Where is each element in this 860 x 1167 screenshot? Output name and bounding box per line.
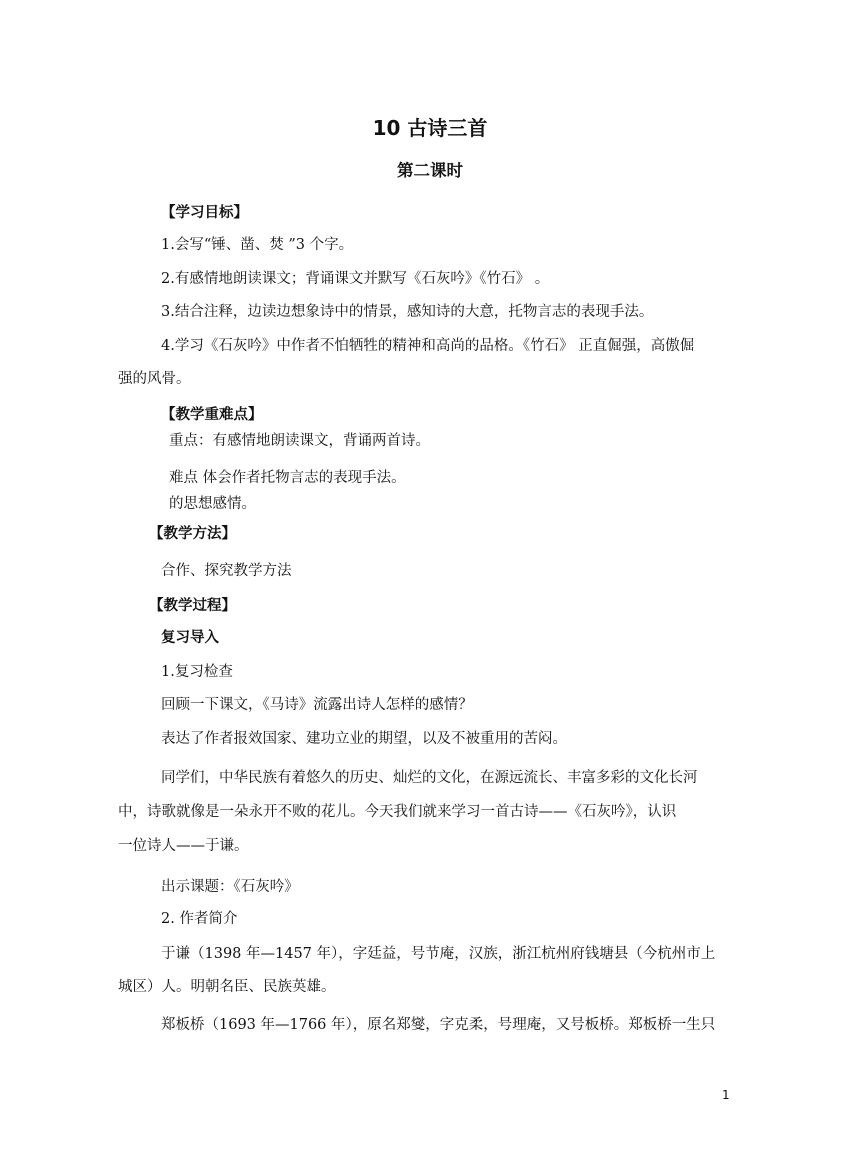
review-question: 回顾一下课文，《马诗》流露出诗人怎样的感情？: [161, 697, 473, 713]
show-title: 出示课题：《石灰吟》: [161, 879, 299, 895]
keypoint-difficulty-continued: 的思想感情。: [169, 496, 256, 512]
methods-text: 合作、探究教学方法: [161, 563, 292, 579]
review-answer: 表达了作者报效国家、建功立业的期望，以及不被重用的苦闷。: [161, 731, 567, 747]
process-heading: 【教学过程】: [149, 598, 236, 614]
intro-line-2: 中，诗歌就像是一朵永开不败的花儿。今天我们就来学习一首古诗——《石灰吟》，认识: [118, 804, 677, 820]
intro-line-3: 一位诗人——于谦。: [118, 838, 249, 854]
objective-item-4: 4.学习《石灰吟》中作者不怕牺牲的精神和高尚的品格。《竹石》 正直倔强，高傲倔: [161, 338, 695, 354]
author-heading: 2. 作者简介: [161, 911, 238, 927]
lesson-subtitle: 第二课时: [397, 161, 463, 180]
review-check: 1.复习检查: [161, 664, 233, 680]
document-title: 10 古诗三首: [372, 116, 488, 140]
page-number: 1: [722, 1088, 730, 1102]
keypoint-focus: 重点：有感情地朗读课文，背诵两首诗。: [169, 433, 430, 449]
author-yuqian-line-1: 于谦（1398 年—1457 年），字廷益，号节庵，汉族，浙江杭州府钱塘县（今杭州市上: [161, 946, 716, 962]
objective-item-4-continued: 强的风骨。: [118, 371, 191, 387]
objectives-heading: 【学习目标】: [161, 205, 248, 221]
objective-item-3: 3.结合注释，边读边想象诗中的情景，感知诗的大意，托物言志的表现手法。: [161, 304, 654, 320]
objective-item-1: 1.会写“锤、凿、焚 ”3 个字。: [161, 237, 354, 253]
author-zheng-line-1: 郑板桥（1693 年—1766 年），原名郑燮，字克柔，号理庵，又号板桥。郑板桥一生只: [161, 1017, 716, 1033]
keypoint-difficulty: 难点 体会作者托物言志的表现手法。: [169, 470, 406, 486]
methods-heading: 【教学方法】: [149, 526, 236, 542]
intro-line-1: 同学们，中华民族有着悠久的历史、灿烂的文化，在源远流长、丰富多彩的文化长河: [161, 770, 698, 786]
keypoints-heading: 【教学重难点】: [161, 407, 263, 423]
objective-item-2: 2.有感情地朗读课文；背诵课文并默写《石灰吟》《竹石》 。: [161, 271, 550, 287]
author-yuqian-line-2: 城区）人。明朝名臣、民族英雄。: [118, 979, 336, 995]
review-heading: 复习导入: [161, 630, 219, 646]
